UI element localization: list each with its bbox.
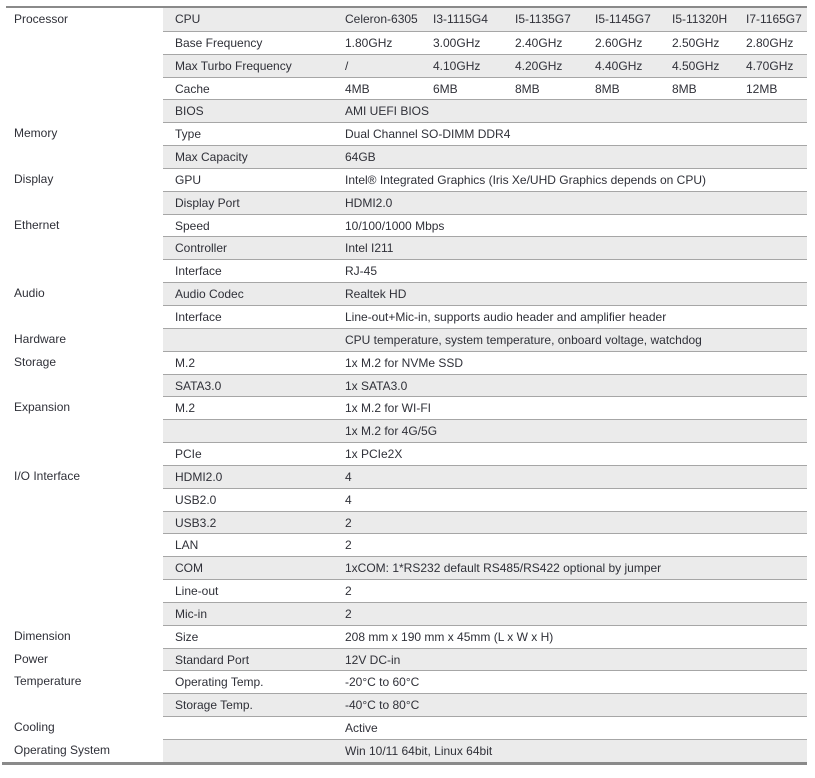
spec-value: Dual Channel SO-DIMM DDR4 bbox=[345, 127, 511, 142]
spec-value: 2 bbox=[345, 584, 352, 599]
spec-value: 64GB bbox=[345, 150, 376, 165]
category-label: Dimension bbox=[0, 625, 163, 648]
spec-row-cells bbox=[163, 419, 807, 442]
spec-row-cells bbox=[163, 693, 807, 716]
cpu-column-value: 1.80GHz bbox=[345, 35, 393, 50]
category-label: Audio bbox=[0, 282, 163, 305]
spec-value: 1x M.2 for NVMe SSD bbox=[345, 355, 464, 370]
cpu-column-value: 12MB bbox=[746, 81, 778, 96]
spec-value: 1x M.2 for WI-FI bbox=[345, 401, 432, 416]
spec-label: Interface bbox=[175, 264, 222, 279]
spec-label: GPU bbox=[175, 172, 202, 187]
table-row bbox=[0, 625, 807, 648]
category-label: Storage bbox=[0, 351, 163, 374]
table-row bbox=[0, 419, 807, 442]
category-label bbox=[0, 693, 163, 716]
table-row bbox=[0, 488, 807, 511]
spec-row-cells bbox=[163, 670, 807, 693]
spec-label: M.2 bbox=[175, 401, 196, 416]
table-row bbox=[0, 328, 807, 351]
spec-value: 2 bbox=[345, 606, 352, 621]
category-label bbox=[0, 236, 163, 259]
spec-value: HDMI2.0 bbox=[345, 195, 393, 210]
category-label bbox=[0, 191, 163, 214]
category-label bbox=[0, 31, 163, 54]
table-row bbox=[0, 533, 807, 556]
cpu-column-value: 3.00GHz bbox=[433, 35, 481, 50]
spec-row-cells bbox=[163, 351, 807, 374]
spec-label: Mic-in bbox=[175, 606, 207, 621]
spec-row-cells bbox=[163, 99, 807, 122]
table-row bbox=[0, 693, 807, 716]
spec-row-cells bbox=[163, 374, 807, 397]
category-label bbox=[0, 99, 163, 122]
spec-row-cells bbox=[163, 511, 807, 534]
spec-row-cells bbox=[163, 145, 807, 168]
spec-value: 1x PCIe2X bbox=[345, 447, 403, 462]
category-label bbox=[0, 488, 163, 511]
spec-value: Intel® Integrated Graphics (Iris Xe/UHD Graphics depends on CPU) bbox=[345, 172, 706, 187]
cpu-column-value: 8MB bbox=[672, 81, 697, 96]
spec-label: USB2.0 bbox=[175, 492, 217, 507]
cpu-column-value: 4MB bbox=[345, 81, 370, 96]
spec-label: Interface bbox=[175, 309, 222, 324]
table-row bbox=[0, 465, 807, 488]
category-label: Ethernet bbox=[0, 214, 163, 237]
cpu-column-value: 4.50GHz bbox=[672, 58, 720, 73]
spec-row-cells bbox=[163, 8, 807, 31]
table-row bbox=[0, 602, 807, 625]
spec-label: Speed bbox=[175, 218, 210, 233]
spec-label: BIOS bbox=[175, 104, 204, 119]
spec-value: -20°C to 60°C bbox=[345, 675, 420, 690]
category-label bbox=[0, 305, 163, 328]
spec-row-cells bbox=[163, 442, 807, 465]
spec-label bbox=[163, 740, 345, 762]
category-label: Memory bbox=[0, 122, 163, 145]
table-row bbox=[0, 305, 807, 328]
spec-value: RJ-45 bbox=[345, 264, 378, 279]
spec-value: Realtek HD bbox=[345, 287, 407, 302]
spec-value: AMI UEFI BIOS bbox=[345, 104, 430, 119]
spec-value: 12V DC-in bbox=[345, 652, 401, 667]
spec-label: Size bbox=[175, 629, 199, 644]
table-row bbox=[0, 442, 807, 465]
spec-value: 10/100/1000 Mbps bbox=[345, 218, 445, 233]
cpu-column-value: I5-1145G7 bbox=[595, 12, 651, 26]
category-label: Power bbox=[0, 648, 163, 671]
spec-label: CPU bbox=[175, 12, 201, 26]
spec-value: Intel I211 bbox=[345, 241, 394, 256]
table-row bbox=[0, 739, 807, 762]
spec-value: Win 10/11 64bit, Linux 64bit bbox=[345, 744, 493, 758]
spec-label: HDMI2.0 bbox=[175, 469, 223, 484]
category-label bbox=[0, 259, 163, 282]
spec-value: 1xCOM: 1*RS232 default RS485/RS422 optional by jumper bbox=[345, 561, 662, 576]
spec-row-cells bbox=[163, 168, 807, 191]
spec-label: Display Port bbox=[175, 195, 240, 210]
spec-row-cells bbox=[163, 305, 807, 328]
cpu-column-value: 6MB bbox=[433, 81, 458, 96]
spec-label: Max Capacity bbox=[175, 150, 248, 165]
table-row bbox=[0, 556, 807, 579]
spec-row-cells bbox=[163, 396, 807, 419]
spec-label bbox=[163, 329, 345, 351]
table-row bbox=[0, 351, 807, 374]
category-label: Cooling bbox=[0, 716, 163, 739]
spec-value: CPU temperature, system temperature, onboard voltage, watchdog bbox=[345, 332, 702, 347]
cpu-column-value: 4.10GHz bbox=[433, 58, 481, 73]
spec-label: PCIe bbox=[175, 447, 202, 462]
category-label bbox=[0, 602, 163, 625]
spec-row-cells bbox=[163, 556, 807, 579]
category-label bbox=[0, 533, 163, 556]
table-row bbox=[0, 77, 807, 100]
spec-label: Type bbox=[175, 127, 202, 142]
spec-label: LAN bbox=[175, 538, 199, 553]
table-row bbox=[0, 54, 807, 77]
spec-label: Controller bbox=[175, 241, 228, 256]
cpu-column-value: Celeron-6305 bbox=[345, 12, 418, 26]
spec-label: COM bbox=[175, 561, 203, 576]
category-label: I/O Interface bbox=[0, 465, 163, 488]
spec-table bbox=[0, 8, 807, 762]
table-row bbox=[0, 236, 807, 259]
spec-row-cells bbox=[163, 465, 807, 488]
cpu-column-value: 8MB bbox=[595, 81, 620, 96]
table-row bbox=[0, 511, 807, 534]
category-label bbox=[0, 54, 163, 77]
category-label: Display bbox=[0, 168, 163, 191]
spec-label: Operating Temp. bbox=[175, 675, 264, 690]
table-row bbox=[0, 191, 807, 214]
spec-row-cells bbox=[163, 739, 807, 762]
spec-label: Storage Temp. bbox=[175, 698, 253, 713]
cpu-column-value: 4.40GHz bbox=[595, 58, 643, 73]
table-row bbox=[0, 579, 807, 602]
spec-value: Active bbox=[345, 721, 378, 736]
spec-label bbox=[163, 717, 345, 739]
category-label bbox=[0, 374, 163, 397]
table-row bbox=[0, 168, 807, 191]
table-row bbox=[0, 259, 807, 282]
table-row bbox=[0, 31, 807, 54]
spec-row-cells bbox=[163, 54, 807, 77]
category-label bbox=[0, 77, 163, 100]
cpu-column-value: I3-1115G4 bbox=[433, 12, 488, 26]
category-label: Expansion bbox=[0, 396, 163, 419]
category-label: Temperature bbox=[0, 670, 163, 693]
table-row bbox=[0, 374, 807, 397]
spec-row-cells bbox=[163, 259, 807, 282]
table-row bbox=[0, 670, 807, 693]
spec-row-cells bbox=[163, 122, 807, 145]
spec-row-cells bbox=[163, 533, 807, 556]
spec-row-cells bbox=[163, 328, 807, 351]
cpu-column-value: I7-1165G7 bbox=[746, 12, 802, 26]
spec-value: 4 bbox=[345, 469, 352, 484]
cpu-column-value: I5-1135G7 bbox=[515, 12, 571, 26]
cpu-column-value: I5-11320H bbox=[672, 12, 728, 26]
spec-row-cells bbox=[163, 488, 807, 511]
cpu-column-value: 4.20GHz bbox=[515, 58, 563, 73]
category-label bbox=[0, 579, 163, 602]
spec-label: Max Turbo Frequency bbox=[175, 58, 292, 73]
category-label bbox=[0, 419, 163, 442]
category-label bbox=[0, 442, 163, 465]
cpu-column-value: 2.80GHz bbox=[746, 35, 794, 50]
spec-row-cells bbox=[163, 282, 807, 305]
spec-value: 1x M.2 for 4G/5G bbox=[345, 424, 438, 439]
spec-row-cells bbox=[163, 191, 807, 214]
category-label: Operating System bbox=[0, 739, 163, 762]
spec-label: M.2 bbox=[175, 355, 196, 370]
cpu-column-value: 8MB bbox=[515, 81, 540, 96]
spec-value: 2 bbox=[345, 538, 352, 553]
table-bottom-border bbox=[2, 762, 807, 765]
spec-row-cells bbox=[163, 602, 807, 625]
spec-row-cells bbox=[163, 716, 807, 739]
cpu-column-value: 2.50GHz bbox=[672, 35, 720, 50]
spec-row-cells bbox=[163, 77, 807, 100]
spec-label: Standard Port bbox=[175, 652, 250, 667]
spec-label: Cache bbox=[175, 81, 210, 96]
category-label bbox=[0, 145, 163, 168]
spec-label: Audio Codec bbox=[175, 287, 244, 302]
spec-row-cells bbox=[163, 214, 807, 237]
spec-row-cells bbox=[163, 625, 807, 648]
table-row bbox=[0, 648, 807, 671]
table-row bbox=[0, 145, 807, 168]
spec-value: 1x SATA3.0 bbox=[345, 378, 408, 393]
category-label: Hardware bbox=[0, 328, 163, 351]
cpu-column-value: 4.70GHz bbox=[746, 58, 794, 73]
spec-label: SATA3.0 bbox=[175, 378, 222, 393]
table-row bbox=[0, 282, 807, 305]
spec-row-cells bbox=[163, 579, 807, 602]
category-label bbox=[0, 556, 163, 579]
table-row bbox=[0, 716, 807, 739]
spec-row-cells bbox=[163, 648, 807, 671]
spec-value: 2 bbox=[345, 515, 352, 530]
table-row bbox=[0, 214, 807, 237]
spec-label bbox=[163, 420, 345, 442]
cpu-column-value: 2.40GHz bbox=[515, 35, 563, 50]
spec-label: USB3.2 bbox=[175, 515, 217, 530]
category-label bbox=[0, 511, 163, 534]
spec-value: Line-out+Mic-in, supports audio header and amplifier header bbox=[345, 309, 667, 324]
spec-value: 208 mm x 190 mm x 45mm (L x W x H) bbox=[345, 629, 554, 644]
spec-value: 4 bbox=[345, 492, 352, 507]
table-row bbox=[0, 396, 807, 419]
spec-label: Line-out bbox=[175, 584, 219, 599]
spec-row-cells bbox=[163, 31, 807, 54]
table-row bbox=[0, 8, 807, 31]
table-row bbox=[0, 99, 807, 122]
table-row bbox=[0, 122, 807, 145]
spec-value: -40°C to 80°C bbox=[345, 698, 420, 713]
spec-row-cells bbox=[163, 236, 807, 259]
spec-label: Base Frequency bbox=[175, 35, 263, 50]
cpu-column-value: / bbox=[345, 58, 349, 73]
cpu-column-value: 2.60GHz bbox=[595, 35, 643, 50]
category-label: Processor bbox=[0, 8, 163, 31]
